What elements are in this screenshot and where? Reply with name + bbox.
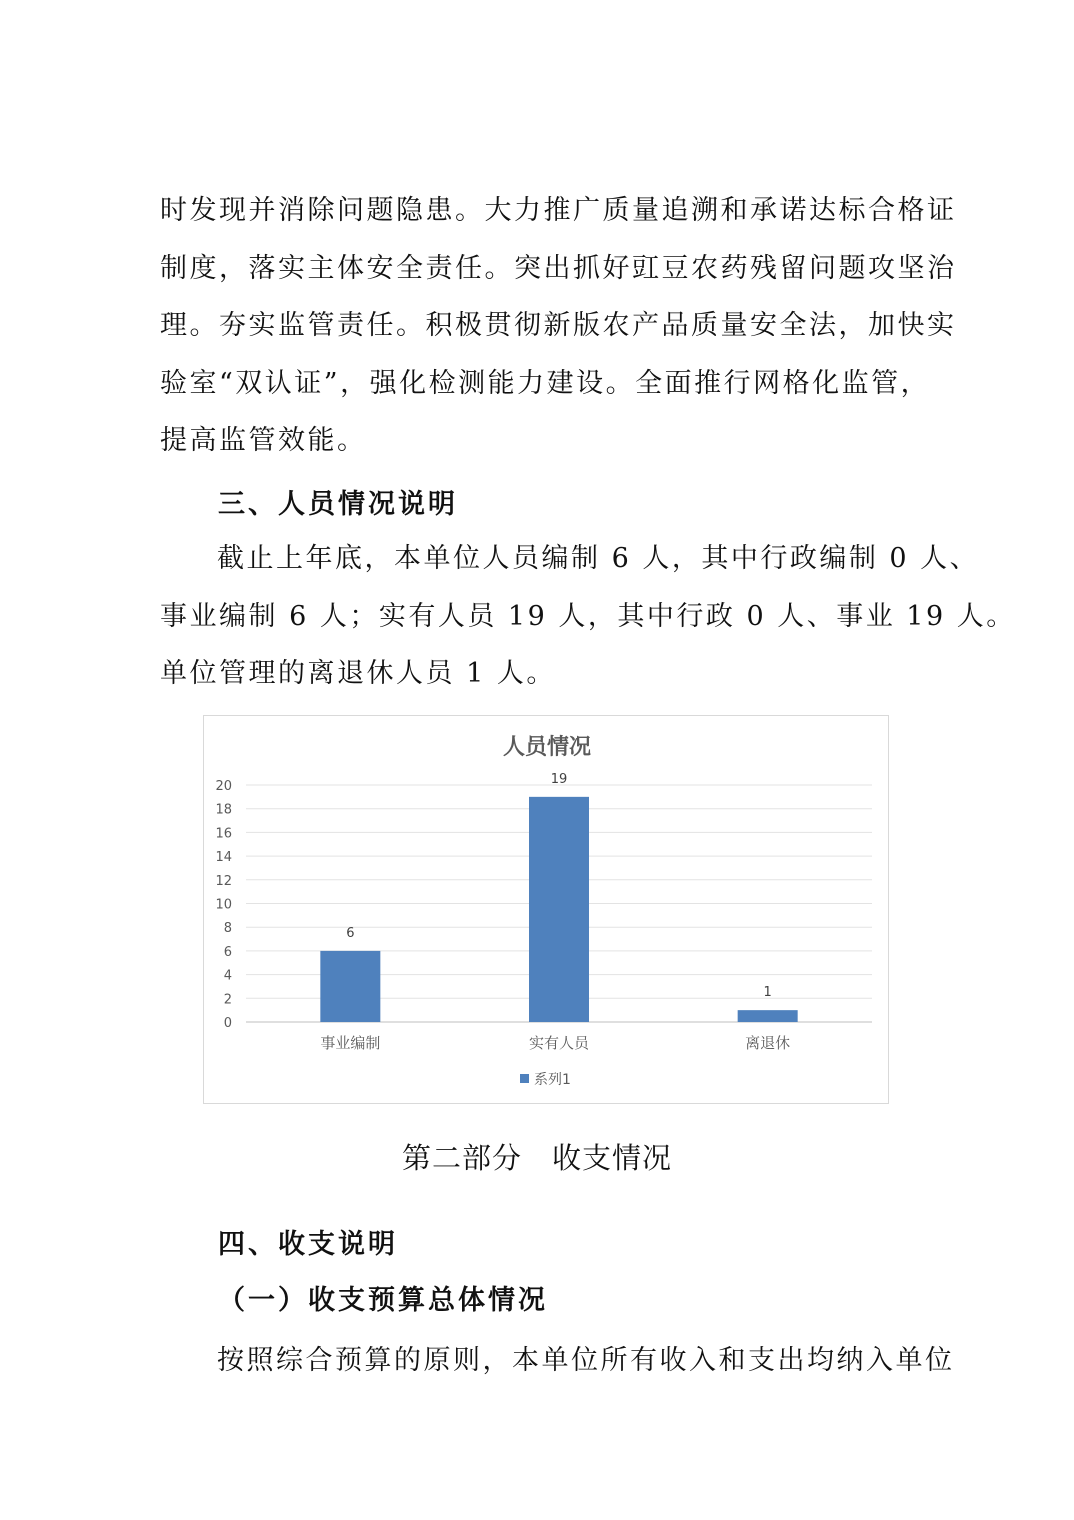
chart-title: 人员情况	[502, 735, 592, 760]
data-label: 19	[550, 771, 568, 787]
paragraph-line: 提高监管效能。	[160, 425, 367, 456]
section-heading-revenue: 四、收支说明	[218, 1229, 398, 1260]
data-label: 1	[763, 985, 772, 1001]
paragraph-line: 理。夯实监管责任。积极贯彻新版农产品质量安全法，加快实	[160, 310, 957, 341]
part-title: 第二部分 收支情况	[401, 1141, 672, 1175]
y-tick-label: 18	[215, 802, 232, 818]
x-category-label: 实有人员	[528, 1034, 590, 1052]
legend-label: 系列1	[534, 1072, 571, 1088]
bar	[529, 797, 589, 1022]
paragraph-line: 截止上年底，本单位人员编制 6 人，其中行政编制 0 人、	[217, 543, 980, 574]
x-category-label: 事业编制	[320, 1034, 381, 1052]
paragraph-line: 验室“双认证”，强化检测能力建设。全面推行网格化监管，	[160, 367, 931, 399]
paragraph-supervision	[160, 182, 957, 470]
paragraph-line: 事业编制 6 人；实有人员 19 人，其中行政 0 人、事业 19 人。	[160, 600, 1016, 632]
y-tick-label: 2	[223, 992, 232, 1008]
y-tick-label: 6	[223, 944, 232, 960]
paragraph-line: 制度，落实主体安全责任。突出抓好豇豆农药残留问题攻坚治	[160, 252, 957, 284]
legend-swatch	[520, 1074, 529, 1083]
y-tick-label: 8	[223, 921, 232, 937]
x-category-label: 离退休	[745, 1034, 791, 1052]
section-heading-personnel: 三、人员情况说明	[218, 489, 458, 520]
subsection-heading-budget: （一）收支预算总体情况	[218, 1285, 548, 1316]
paragraph-personnel	[160, 530, 1016, 703]
y-tick-label: 20	[215, 779, 232, 794]
data-label: 6	[346, 925, 355, 941]
bar	[738, 1010, 798, 1022]
y-tick-label: 16	[215, 826, 232, 842]
y-tick-label: 10	[215, 897, 232, 913]
chart-legend	[520, 1072, 571, 1088]
paragraph-line: 时发现并消除问题隐患。大力推广质量追溯和承诺达标合格证	[160, 195, 957, 226]
bar	[320, 951, 380, 1022]
personnel-chart	[203, 715, 889, 1104]
y-tick-label: 12	[215, 873, 232, 889]
y-tick-label: 0	[223, 1016, 232, 1031]
paragraph-line: 按照综合预算的原则，本单位所有收入和支出均纳入单位	[217, 1345, 955, 1376]
paragraph-budget	[160, 1332, 955, 1390]
paragraph-line: 单位管理的离退休人员 1 人。	[160, 658, 556, 689]
y-tick-label: 4	[223, 968, 232, 984]
y-tick-label: 14	[215, 850, 232, 866]
personnel-bar-chart	[204, 716, 888, 1103]
